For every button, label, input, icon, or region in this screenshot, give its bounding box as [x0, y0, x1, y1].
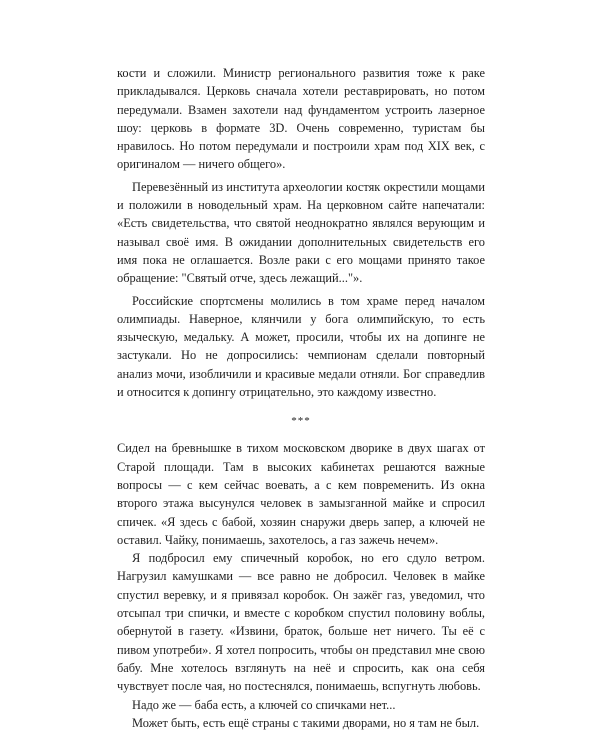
- text-section-2: [117, 439, 485, 732]
- paragraph: Я подбросил ему спичечный коробок, но его сдуло ветром. Нагрузил камушками — все равно не добросил. Человек в майке спустил веревку, и я привязал коробок. Он зажёг газ, уведомил, что отсыпал три спички, и вместе с коробком спустил половину воблы, обернутой в газету. «Извини, браток, больше нет ничего. Ты её с пивом употреби». Я хотел попросить, чтобы он представил мне свою бабу. Мне хотелось взглянуть на неё и спросить, как она себя чувствует после чая, но постеснялся, понимаешь, вспугнуть любовь.: [117, 551, 485, 694]
- paragraph: Сидел на бревнышке в тихом московском дворике в двух шагах от Старой площади. Там в высоких кабинетах решаются важные вопросы — с кем сейчас воевать, а с кем повременить. Из окна второго этажа высунулся человек в замызганной майке и спросил спичек. «Я здесь с бабой, хозяин снаружи дверь запер, а ключей не оставил. Чайку, понимаешь, захотелось, а газ зажечь нечем».: [117, 441, 485, 547]
- paragraph: Перевезённый из института археологии костяк окрестили мощами и положили в новодельный храм. На церковном сайте напечатали: «Есть свидетельства, что святой неоднократно являлся верующим и называл своё имя. В ожидании дополнительных свидетельств его имя пока не оглашается. Возле раки с его мощами принято такое обращение: "Святый отче, здесь лежащий..."».: [117, 179, 485, 286]
- section-separator: ***: [291, 415, 311, 428]
- book-page: [117, 64, 485, 732]
- paragraph: Российские спортсмены молились в том храме перед началом олимпиады. Наверное, клянчили у бога олимпийскую, то есть языческую, медальку. А может, просили, чтобы их на допинге не застукали. Но не допросились: чемпионам сделали повторный анализ мочи, изобличили и красивые медали отняли. Бог справедлив и относится к допингу отрицательно, это каждому известно.: [117, 293, 485, 400]
- paragraph: Надо же — баба есть, а ключей со спичками нет...: [132, 697, 396, 712]
- paragraph: кости и сложили. Министр регионального развития тоже к раке прикладывался. Церковь сначала хотели реставрировать, но потом передумали. Взамен захотели над фундаментом устроить лазерное шоу: церковь в формате 3D. Очень современно, туристам бы нравилось. Но потом передумали и построили храм под XIX век, с оригиналом — ничего общего».: [117, 66, 485, 172]
- text-section-1: [117, 64, 485, 401]
- paragraph: Может быть, есть ещё страны с такими дворами, но я там не был.: [132, 715, 480, 730]
